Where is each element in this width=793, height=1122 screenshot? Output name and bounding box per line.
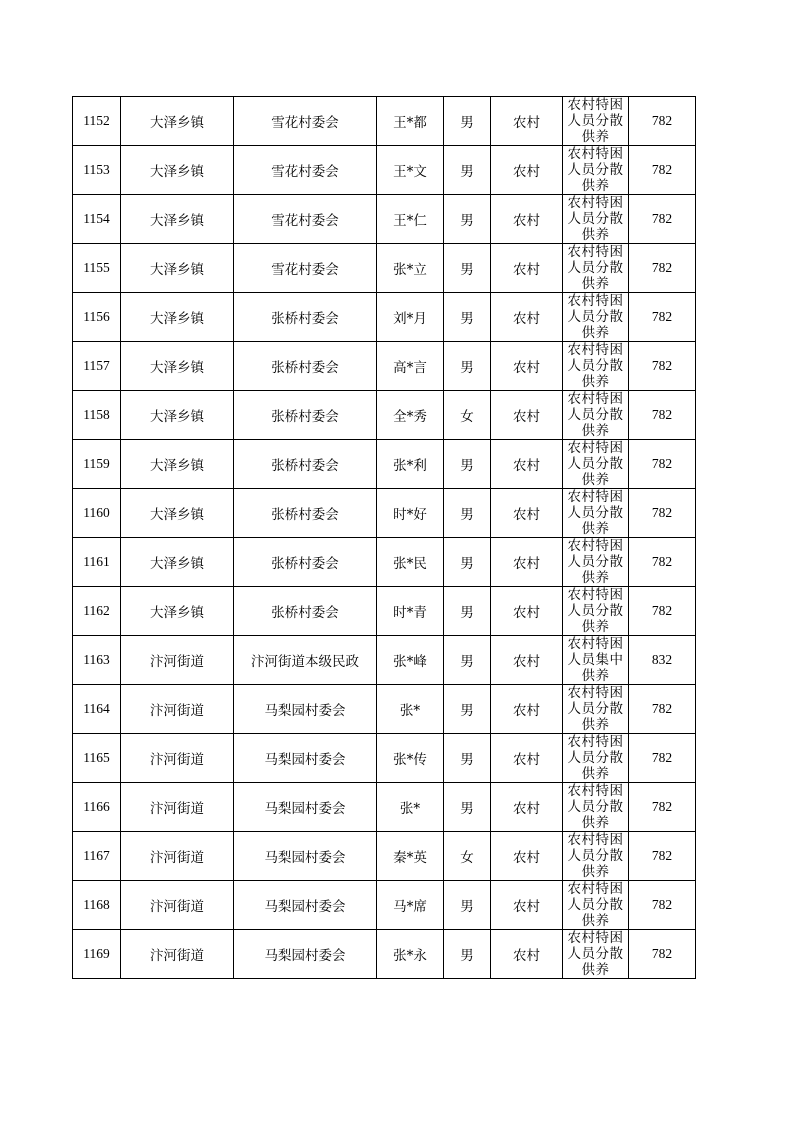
area-type-cell: 农村	[491, 685, 563, 734]
area-type-cell: 农村	[491, 146, 563, 195]
table-row	[73, 783, 696, 832]
town-name-cell: 大泽乡镇	[121, 293, 234, 342]
village-committee-cell: 雪花村委会	[234, 244, 377, 293]
gender-cell: 女	[444, 391, 491, 440]
amount-cell: 782	[629, 734, 696, 783]
town-name-cell: 汴河街道	[121, 832, 234, 881]
table-row	[73, 734, 696, 783]
support-type-cell	[563, 587, 629, 636]
area-type-cell: 农村	[491, 293, 563, 342]
support-type-text: 农村特困人员分散供养	[567, 587, 624, 635]
area-type-cell: 农村	[491, 832, 563, 881]
support-type-text: 农村特困人员分散供养	[567, 293, 624, 341]
person-name-cell: 王*仁	[377, 195, 444, 244]
support-type-text: 农村特困人员分散供养	[567, 832, 624, 880]
village-committee-cell: 马梨园村委会	[234, 783, 377, 832]
support-type-cell	[563, 538, 629, 587]
amount-cell: 782	[629, 881, 696, 930]
person-name-cell: 高*言	[377, 342, 444, 391]
support-type-cell	[563, 783, 629, 832]
table-row	[73, 244, 696, 293]
person-name-cell: 王*文	[377, 146, 444, 195]
amount-cell: 782	[629, 930, 696, 979]
person-name-cell: 张*	[377, 783, 444, 832]
town-name-cell: 汴河街道	[121, 930, 234, 979]
gender-cell: 男	[444, 489, 491, 538]
support-type-cell	[563, 391, 629, 440]
support-type-cell	[563, 146, 629, 195]
support-type-text: 农村特困人员分散供养	[567, 244, 624, 292]
person-name-cell: 全*秀	[377, 391, 444, 440]
area-type-cell: 农村	[491, 783, 563, 832]
row-number-cell: 1159	[73, 440, 121, 489]
area-type-cell: 农村	[491, 489, 563, 538]
village-committee-cell: 雪花村委会	[234, 195, 377, 244]
table-row	[73, 685, 696, 734]
person-name-cell: 王*都	[377, 97, 444, 146]
person-name-cell: 刘*月	[377, 293, 444, 342]
town-name-cell: 大泽乡镇	[121, 440, 234, 489]
support-type-text: 农村特困人员分散供养	[567, 783, 624, 831]
amount-cell: 782	[629, 342, 696, 391]
table-row	[73, 538, 696, 587]
gender-cell: 男	[444, 538, 491, 587]
support-type-text: 农村特困人员分散供养	[567, 930, 624, 978]
village-committee-cell: 马梨园村委会	[234, 685, 377, 734]
support-type-cell	[563, 195, 629, 244]
support-type-text: 农村特困人员分散供养	[567, 734, 624, 782]
support-type-cell	[563, 685, 629, 734]
row-number-cell: 1165	[73, 734, 121, 783]
row-number-cell: 1161	[73, 538, 121, 587]
area-type-cell: 农村	[491, 587, 563, 636]
amount-cell: 782	[629, 783, 696, 832]
table-row	[73, 195, 696, 244]
person-name-cell: 张*永	[377, 930, 444, 979]
village-committee-cell: 张桥村委会	[234, 440, 377, 489]
support-type-text: 农村特困人员分散供养	[567, 97, 624, 145]
table-row	[73, 881, 696, 930]
town-name-cell: 汴河街道	[121, 881, 234, 930]
village-committee-cell: 雪花村委会	[234, 97, 377, 146]
amount-cell: 832	[629, 636, 696, 685]
area-type-cell: 农村	[491, 244, 563, 293]
town-name-cell: 大泽乡镇	[121, 244, 234, 293]
amount-cell: 782	[629, 538, 696, 587]
row-number-cell: 1169	[73, 930, 121, 979]
person-name-cell: 时*青	[377, 587, 444, 636]
table-row	[73, 930, 696, 979]
amount-cell: 782	[629, 244, 696, 293]
table-row	[73, 440, 696, 489]
person-name-cell: 张*	[377, 685, 444, 734]
row-number-cell: 1168	[73, 881, 121, 930]
town-name-cell: 大泽乡镇	[121, 342, 234, 391]
support-type-cell	[563, 930, 629, 979]
row-number-cell: 1162	[73, 587, 121, 636]
row-number-cell: 1152	[73, 97, 121, 146]
town-name-cell: 大泽乡镇	[121, 97, 234, 146]
row-number-cell: 1166	[73, 783, 121, 832]
gender-cell: 男	[444, 734, 491, 783]
town-name-cell: 大泽乡镇	[121, 489, 234, 538]
row-number-cell: 1160	[73, 489, 121, 538]
town-name-cell: 汴河街道	[121, 685, 234, 734]
row-number-cell: 1153	[73, 146, 121, 195]
gender-cell: 男	[444, 685, 491, 734]
town-name-cell: 大泽乡镇	[121, 587, 234, 636]
town-name-cell: 汴河街道	[121, 783, 234, 832]
amount-cell: 782	[629, 440, 696, 489]
support-type-cell	[563, 97, 629, 146]
area-type-cell: 农村	[491, 342, 563, 391]
gender-cell: 男	[444, 342, 491, 391]
amount-cell: 782	[629, 391, 696, 440]
table-body	[73, 97, 696, 979]
village-committee-cell: 马梨园村委会	[234, 881, 377, 930]
person-name-cell: 张*传	[377, 734, 444, 783]
person-name-cell: 马*席	[377, 881, 444, 930]
support-type-cell	[563, 293, 629, 342]
support-type-text: 农村特困人员分散供养	[567, 342, 624, 390]
row-number-cell: 1158	[73, 391, 121, 440]
amount-cell: 782	[629, 293, 696, 342]
village-committee-cell: 张桥村委会	[234, 342, 377, 391]
support-type-cell	[563, 440, 629, 489]
person-name-cell: 张*峰	[377, 636, 444, 685]
amount-cell: 782	[629, 685, 696, 734]
amount-cell: 782	[629, 832, 696, 881]
amount-cell: 782	[629, 146, 696, 195]
support-type-text: 农村特困人员分散供养	[567, 391, 624, 439]
row-number-cell: 1163	[73, 636, 121, 685]
row-number-cell: 1164	[73, 685, 121, 734]
support-type-cell	[563, 832, 629, 881]
amount-cell: 782	[629, 195, 696, 244]
row-number-cell: 1156	[73, 293, 121, 342]
gender-cell: 男	[444, 293, 491, 342]
table-row	[73, 293, 696, 342]
village-committee-cell: 张桥村委会	[234, 538, 377, 587]
table-row	[73, 489, 696, 538]
town-name-cell: 汴河街道	[121, 636, 234, 685]
area-type-cell: 农村	[491, 734, 563, 783]
support-type-cell	[563, 636, 629, 685]
area-type-cell: 农村	[491, 538, 563, 587]
support-type-cell	[563, 734, 629, 783]
amount-cell: 782	[629, 587, 696, 636]
area-type-cell: 农村	[491, 440, 563, 489]
gender-cell: 男	[444, 195, 491, 244]
row-number-cell: 1154	[73, 195, 121, 244]
support-type-text: 农村特困人员分散供养	[567, 685, 624, 733]
area-type-cell: 农村	[491, 881, 563, 930]
village-committee-cell: 雪花村委会	[234, 146, 377, 195]
support-type-cell	[563, 881, 629, 930]
area-type-cell: 农村	[491, 391, 563, 440]
town-name-cell: 大泽乡镇	[121, 195, 234, 244]
area-type-cell: 农村	[491, 636, 563, 685]
support-type-text: 农村特困人员分散供养	[567, 489, 624, 537]
person-name-cell: 张*利	[377, 440, 444, 489]
gender-cell: 男	[444, 783, 491, 832]
town-name-cell: 大泽乡镇	[121, 391, 234, 440]
gender-cell: 女	[444, 832, 491, 881]
beneficiary-table	[72, 96, 696, 979]
gender-cell: 男	[444, 146, 491, 195]
support-type-text: 农村特困人员分散供养	[567, 195, 624, 243]
support-type-cell	[563, 489, 629, 538]
gender-cell: 男	[444, 930, 491, 979]
gender-cell: 男	[444, 587, 491, 636]
support-type-cell	[563, 244, 629, 293]
row-number-cell: 1167	[73, 832, 121, 881]
person-name-cell: 张*立	[377, 244, 444, 293]
town-name-cell: 大泽乡镇	[121, 146, 234, 195]
gender-cell: 男	[444, 244, 491, 293]
gender-cell: 男	[444, 881, 491, 930]
town-name-cell: 汴河街道	[121, 734, 234, 783]
gender-cell: 男	[444, 636, 491, 685]
area-type-cell: 农村	[491, 930, 563, 979]
support-type-text: 农村特困人员分散供养	[567, 440, 624, 488]
area-type-cell: 农村	[491, 195, 563, 244]
table-row	[73, 391, 696, 440]
table-row	[73, 832, 696, 881]
town-name-cell: 大泽乡镇	[121, 538, 234, 587]
table-row	[73, 146, 696, 195]
village-committee-cell: 汴河街道本级民政	[234, 636, 377, 685]
village-committee-cell: 张桥村委会	[234, 587, 377, 636]
village-committee-cell: 马梨园村委会	[234, 930, 377, 979]
village-committee-cell: 马梨园村委会	[234, 734, 377, 783]
area-type-cell: 农村	[491, 97, 563, 146]
table-row	[73, 636, 696, 685]
support-type-text: 农村特困人员分散供养	[567, 146, 624, 194]
village-committee-cell: 马梨园村委会	[234, 832, 377, 881]
support-type-text: 农村特困人员分散供养	[567, 538, 624, 586]
support-type-text: 农村特困人员集中供养	[567, 636, 624, 684]
amount-cell: 782	[629, 489, 696, 538]
village-committee-cell: 张桥村委会	[234, 293, 377, 342]
support-type-cell	[563, 342, 629, 391]
person-name-cell: 秦*英	[377, 832, 444, 881]
table-row	[73, 342, 696, 391]
person-name-cell: 张*民	[377, 538, 444, 587]
village-committee-cell: 张桥村委会	[234, 391, 377, 440]
amount-cell: 782	[629, 97, 696, 146]
person-name-cell: 时*好	[377, 489, 444, 538]
table-row	[73, 97, 696, 146]
gender-cell: 男	[444, 440, 491, 489]
row-number-cell: 1155	[73, 244, 121, 293]
row-number-cell: 1157	[73, 342, 121, 391]
table-row	[73, 587, 696, 636]
village-committee-cell: 张桥村委会	[234, 489, 377, 538]
gender-cell: 男	[444, 97, 491, 146]
support-type-text: 农村特困人员分散供养	[567, 881, 624, 929]
